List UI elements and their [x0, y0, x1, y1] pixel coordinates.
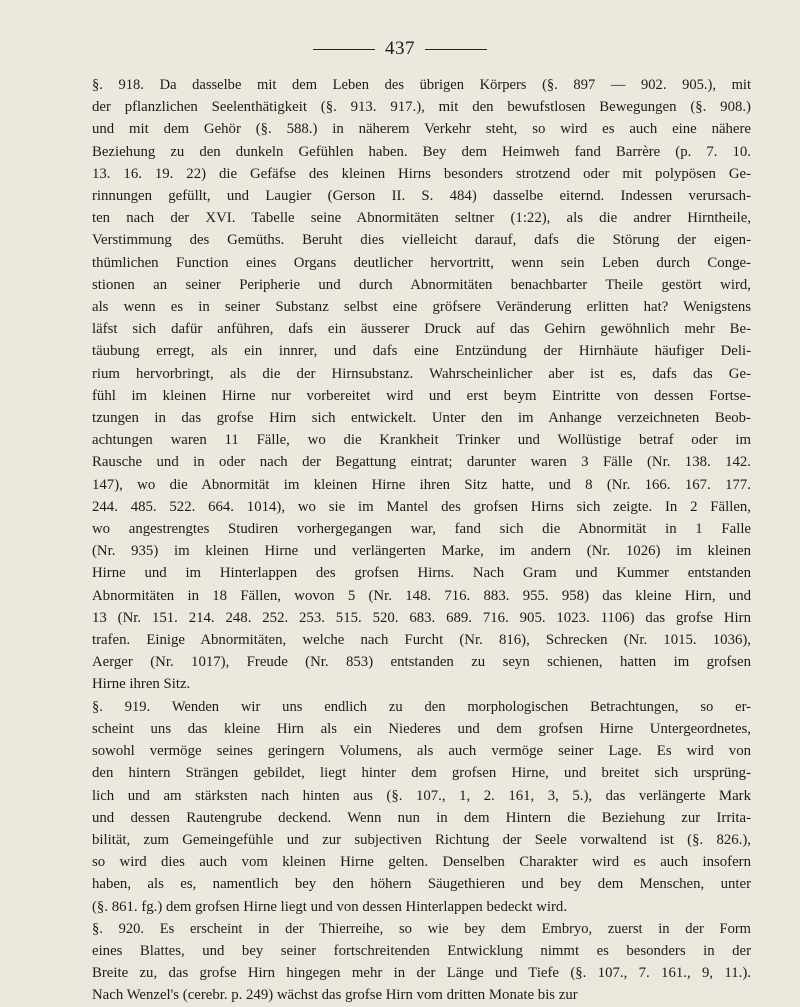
text-line: ten nach der XVI. Tabelle seine Abnormitäten seltner (1:22), als die andrer Hirntheile,: [92, 210, 751, 227]
text-line: rinnungen gefüllt, und Laugier (Gerson II. S. 484) dasselbe eiternd. Indessen verursach-: [92, 188, 751, 205]
text-line: rium hervorbringt, als die der Hirnsubstanz. Wahrscheinlicher aber ist es, dafs das Ge-: [92, 365, 751, 382]
text-line: trafen. Einige Abnormitäten, welche nach Furcht (Nr. 816), Schrecken (Nr. 1015. 1036),: [92, 632, 751, 649]
text-line: der pflanzlichen Seelenthätigkeit (§. 913. 917.), mit den bewufstlosen Bewegungen (§. 908.): [92, 99, 751, 116]
text-line: 13. 16. 19. 22) die Gefäfse des kleinen Hirns besonders strotzend oder mit polypösen Ge-: [92, 165, 751, 182]
text-line: (Nr. 935) im kleinen Hirne und verlängerten Marke, im andern (Nr. 1026) im kleinen: [92, 543, 751, 560]
header-rule-left: [313, 49, 375, 50]
text-line: Nach Wenzel's (cerebr. p. 249) wächst das grofse Hirn vom dritten Monate bis zur: [92, 987, 578, 1004]
text-line: und dessen Rautengrube deckend. Wenn nun in dem Hintern die Beziehung zur Irrita-: [92, 809, 751, 826]
text-line: läfst sich dafür anführen, dafs ein äusserer Druck auf das Gehirn gewöhnlich mehr Be-: [92, 321, 751, 338]
text-line: (§. 861. fg.) dem grofsen Hirne liegt und von dessen Hinterlappen bedeckt wird.: [92, 898, 568, 915]
text-line: scheint uns das kleine Hirn als ein Niederes und dem grofsen Hirne Untergeordnetes,: [92, 720, 751, 737]
text-line: Hirne ihren Sitz.: [92, 676, 191, 693]
text-line: Aerger (Nr. 1017), Freude (Nr. 853) entstanden zu seyn schienen, hatten im grofsen: [92, 654, 751, 671]
text-line: haben, als es, namentlich bey den höhern Säugethieren und bey dem Menschen, unter: [92, 876, 751, 893]
text-line: Breite zu, das grofse Hirn hingegen mehr in der Länge und Tiefe (§. 107., 7. 161., 9, 11.).: [92, 965, 751, 982]
text-line: stionen an seiner Peripherie und durch Abnormitäten benachbarter Theile gestört wird,: [92, 276, 751, 293]
text-line: Hirne und im Hinterlappen des grofsen Hirns. Nach Gram und Kummer entstanden: [92, 565, 751, 582]
text-line: sowohl vermöge seines geringern Volumens, als auch vermöge seiner Lage. Es wird von: [92, 743, 751, 760]
text-line: Rausche und in oder nach der Begattung eintrat; darunter waren 3 Fälle (Nr. 138. 142.: [92, 454, 751, 471]
page-number: 437: [385, 38, 415, 59]
text-line: als wenn es in seiner Substanz selbst eine gröfsere Veränderung erlitten hat? Wenigstens: [92, 299, 751, 316]
text-line: 13 (Nr. 151. 214. 248. 252. 253. 515. 520. 683. 689. 716. 905. 1023. 1106) das grofse Hirn: [92, 609, 751, 626]
page-header: [0, 38, 800, 60]
text-line: Verstimmung des Gemüths. Beruht dies vielleicht darauf, dafs die Störung der eigen-: [92, 232, 751, 249]
text-line: Abnormitäten in 18 Fällen, wovon 5 (Nr. 148. 716. 883. 955. 958) das kleine Hirn, und: [92, 587, 751, 604]
text-line: eines Blattes, und bey seiner fortschreitenden Entwicklung nimmt es besonders in der: [92, 942, 751, 959]
text-line: 244. 485. 522. 664. 1014), wo sie im Mantel des grofsen Hirns sich zeigte. In 2 Fällen,: [92, 498, 751, 515]
text-line: Beziehung zu den dunkeln Gefühlen haben. Bey dem Heimweh fand Barrère (p. 7. 10.: [92, 143, 751, 160]
text-line: so wird dies auch vom kleinen Hirne gelten. Denselben Charakter wird es auch insofern: [92, 854, 751, 871]
text-line: achtungen waren 11 Fälle, wo die Krankheit Trinker und Wollüstige betraf oder im: [92, 432, 751, 449]
text-line: §. 918. Da dasselbe mit dem Leben des übrigen Körpers (§. 897 — 902. 905.), mit: [92, 77, 751, 93]
text-line: lich und am stärksten nach hinten aus (§. 107., 1, 2. 161, 3, 5.), das verlängerte Mark: [92, 787, 751, 804]
paragraph-918: [80, 74, 751, 696]
text-line: thümlichen Function eines Organs deutlicher hervortritt, wenn sein Leben durch Conge-: [92, 254, 751, 271]
text-line: bilität, zum Gemeingefühle und zur subjectiven Richtung der Seele vorwaltend ist (§. 826.),: [92, 831, 751, 848]
text-line: §. 920. Es erscheint in der Thierreihe, so wie bey dem Embryo, zuerst in der Form: [92, 920, 751, 937]
paragraph-920: [80, 918, 751, 1007]
text-line: täubung erregt, als ein innrer, und dafs eine Entzündung der Hirnhäute häufiger Deli-: [92, 343, 751, 360]
text-line: tzungen in das grofse Hirn sich entwickelt. Unter den im Anhange verzeichneten Beob-: [92, 410, 751, 427]
text-line: den hintern Strängen gebildet, liegt hinter dem grofsen Hirne, und breitet sich ursprüng-: [92, 765, 751, 782]
body-text: [80, 74, 751, 1007]
header-rule-right: [425, 49, 487, 50]
text-line: fühl im kleinen Hirne nur vorbereitet wird und erst beym Eintritte von dessen Fortse-: [92, 387, 751, 404]
paragraph-919: [80, 696, 751, 918]
text-line: und mit dem Gehör (§. 588.) in näherem Verkehr steht, so wird es auch eine nähere: [92, 121, 751, 138]
text-line: 147), wo die Abnormität im kleinen Hirne ihren Sitz hatte, und 8 (Nr. 166. 167. 177.: [92, 476, 751, 493]
text-line: §. 919. Wenden wir uns endlich zu den morphologischen Betrachtungen, so er-: [92, 698, 751, 715]
text-line: wo angestrengtes Studiren vorhergegangen war, fand sich die Abnormität in 1 Falle: [92, 521, 751, 538]
